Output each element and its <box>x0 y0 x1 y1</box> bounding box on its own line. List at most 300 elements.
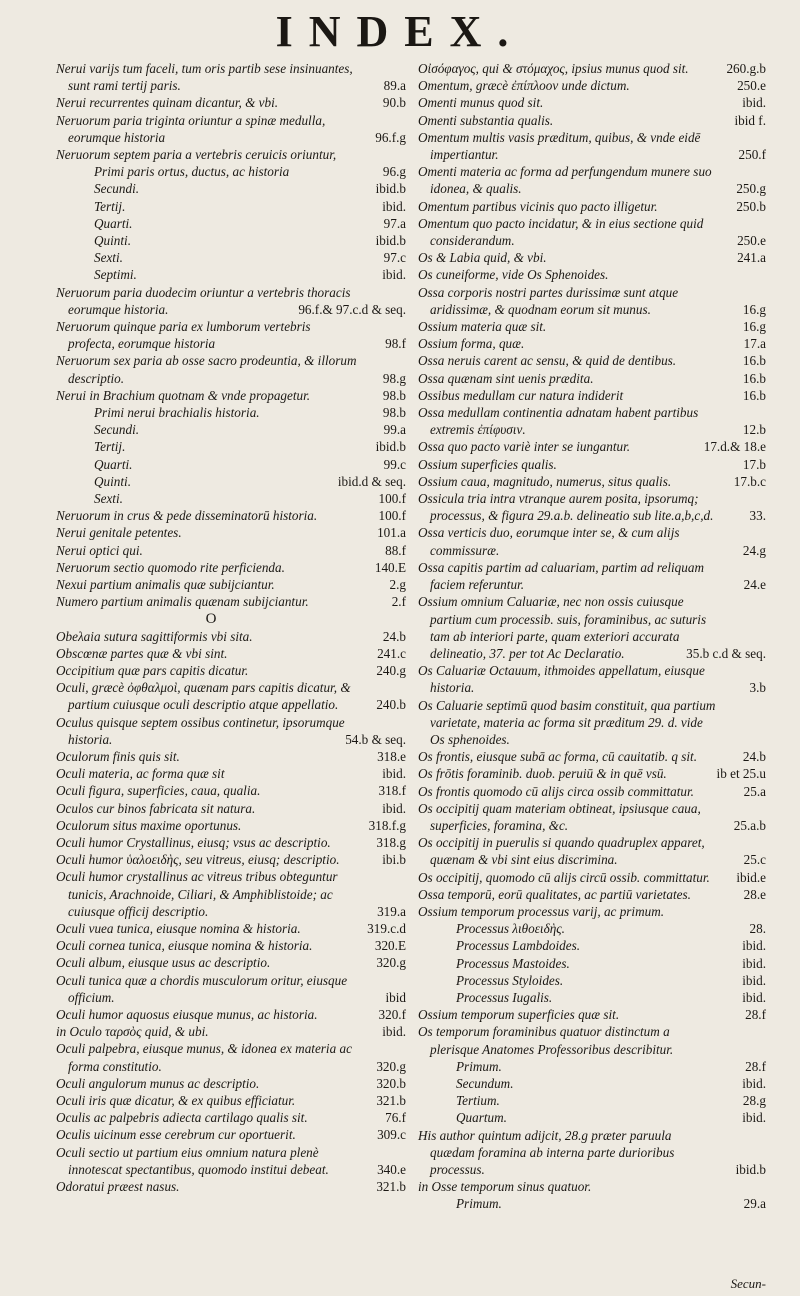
entry-reference: 33. <box>749 508 766 524</box>
entry-reference: ibid. <box>742 989 766 1005</box>
index-entry <box>418 404 766 438</box>
entry-text: Processus Styloides. <box>456 972 564 988</box>
entry-text: Oculus quisque septem ossibus continetur, ipsorumque historia. <box>56 714 345 747</box>
index-entry <box>418 60 766 77</box>
entry-text: Obscœnæ partes quæ & vbi sint. <box>56 645 228 661</box>
index-entry <box>56 146 406 163</box>
index-entry <box>56 868 406 920</box>
index-entry <box>56 524 406 541</box>
index-entry <box>56 1075 406 1092</box>
entry-reference: 320.E <box>374 938 406 954</box>
left-column <box>56 60 406 1290</box>
entry-reference: 318.f <box>378 783 406 799</box>
index-entry <box>418 198 766 215</box>
entry-reference: 16.b <box>742 353 766 369</box>
entry-reference: 250.g <box>736 181 766 197</box>
page-header <box>0 4 800 60</box>
entry-text: Ossa temporū, eorū qualitates, ac partiū varietates. <box>418 886 691 902</box>
entry-text: Nerui varijs tum faceli, tum oris partib sese insinuantes, sunt rami tertij paris. <box>56 61 353 94</box>
entry-text: Os occipitij quam materiam obtineat, ipsiusque caua, superficies, foramina, &c. <box>418 800 701 833</box>
entry-reference: 76.f <box>385 1110 406 1126</box>
entry-text: Omenti materia ac forma ad perfungendum munere suo idonea, & qualis. <box>418 164 712 197</box>
index-entry <box>418 438 766 455</box>
index-entry <box>418 473 766 490</box>
entry-reference: 29.a <box>743 1196 766 1212</box>
index-entry <box>418 593 766 662</box>
entry-text: Ossium materia quæ sit. <box>418 319 547 335</box>
entry-reference: 100.f <box>378 491 406 507</box>
entry-text: Oculi materia, ac forma quæ sit <box>56 766 225 782</box>
right-column <box>418 60 766 1290</box>
entry-text: Obeλaia sutura sagittiformis vbi sita. <box>56 628 253 644</box>
entry-reference: ibid.b <box>735 1162 766 1177</box>
entry-text: Oculi cornea tunica, eiusque nomina & historia. <box>56 938 313 954</box>
entry-text: Oculi iris quæ dicatur, & ex quibus efficiatur. <box>56 1092 296 1108</box>
entry-text: Ossibus medullam cur natura indiderit <box>418 387 624 403</box>
entry-text: Os occipitij in puerulis si quando quadruplex apparet, quænam & vbi sint eius discrimina. <box>418 835 705 868</box>
index-entry <box>56 249 406 266</box>
index-entry <box>56 593 406 610</box>
entry-text: Ossa medullam continentia adnatam habent partibus extremis ἐπίφυσιν. <box>418 405 699 438</box>
index-entry <box>56 765 406 782</box>
entry-text: Oculi humor aquosus eiusque munus, ac historia. <box>56 1006 318 1022</box>
entry-text: Neruorum paria duodecim oriuntur a vertebris thoracis eorumque historia. <box>56 284 351 317</box>
entry-text: in Osse temporum sinus quatuor. <box>418 1179 592 1195</box>
index-entry <box>56 1178 406 1195</box>
entry-reference: 96.f.g <box>375 129 406 145</box>
entry-reference: 28.f <box>745 1058 766 1074</box>
entry-reference: 16.g <box>742 301 766 317</box>
index-entry <box>56 628 406 645</box>
entry-text: Quarti. <box>94 215 133 231</box>
entry-text: Tertium. <box>456 1093 500 1109</box>
index-entry <box>56 180 406 197</box>
entry-reference: 140.E <box>374 559 406 575</box>
index-entry <box>56 748 406 765</box>
index-entry <box>418 1178 766 1195</box>
index-entry <box>418 1023 766 1057</box>
entry-text: in Oculo ταρσὸς quid, & ubi. <box>56 1024 209 1040</box>
entry-reference: 16.b <box>742 387 766 403</box>
entry-reference: ibid <box>385 989 406 1005</box>
index-entry <box>418 783 766 800</box>
entry-text: Ossium temporum processus varij, ac primum. <box>418 903 665 919</box>
entry-reference: ibid. <box>382 267 406 283</box>
entry-reference: ibid.b <box>375 439 406 455</box>
entry-reference: 321.b <box>376 1092 406 1108</box>
entry-text: Os & Labia quid, & vbi. <box>418 250 547 266</box>
index-entry <box>418 972 766 989</box>
entry-text: Ossa quo pacto variè inter se iungantur. <box>418 439 631 455</box>
index-entry <box>56 473 406 490</box>
entry-reference: 24.g <box>742 542 766 558</box>
entry-reference: 24.b <box>382 628 406 644</box>
index-entry <box>418 1006 766 1023</box>
entry-reference: 24.e <box>743 577 766 593</box>
entry-reference: ibid. <box>742 1075 766 1091</box>
index-entry <box>56 387 406 404</box>
index-entry <box>418 77 766 94</box>
entry-text: Processus Lambdoides. <box>456 938 581 954</box>
index-entry <box>418 249 766 266</box>
entry-reference: 241.a <box>737 250 766 266</box>
index-entry <box>418 284 766 318</box>
entry-text: Oculi humor crystallinus ac vitreus tribus obteguntur tunicis, Arachnoide, Ciliari, & Amphiblistoide; ac cuiusque officij descriptio. <box>56 869 338 919</box>
entry-text: Omenti munus quod sit. <box>418 95 544 111</box>
entry-reference: 319.a <box>377 903 406 919</box>
entry-reference: 240.b <box>376 697 406 713</box>
entry-text: Os Caluariæ Octauum, ithmoides appellatum, eiusque historia. <box>418 663 705 696</box>
entry-reference: 96.g <box>382 164 406 180</box>
entry-text: Ossium temporum superficies quæ sit. <box>418 1007 620 1023</box>
entry-text: Os occipitij, quomodo cū alijs circū ossib. committatur. <box>418 869 710 885</box>
index-entry <box>418 989 766 1006</box>
entry-reference: 35.b c.d & seq. <box>686 645 766 661</box>
entry-reference: 98.b <box>382 405 406 421</box>
entry-text: Ossa neruis carent ac sensu, & quid de dentibus. <box>418 353 677 369</box>
index-entry <box>418 352 766 369</box>
index-entry <box>56 851 406 868</box>
index-entry <box>418 765 766 782</box>
index-entry <box>418 456 766 473</box>
entry-text: Ossa verticis duo, eorumque inter se, & cum alijs commissuræ. <box>418 525 680 558</box>
entry-reference: 12.b <box>742 422 766 438</box>
entry-text: Nerui in Brachium quotnam & vnde propagetur. <box>56 387 311 403</box>
index-entry <box>56 937 406 954</box>
entry-reference: 16.b <box>742 370 766 386</box>
entry-reference: 320.f <box>378 1006 406 1022</box>
entry-reference: 28. <box>749 921 766 937</box>
entry-reference: ibid. <box>742 972 766 988</box>
entry-text: Omentum, græcè ἐπίπλοον unde dictum. <box>418 78 630 94</box>
index-entry <box>56 542 406 559</box>
entry-text: His author quintum adijcit, 28.g præter paruula quædam foramina ab interna parte durioribus processus. <box>418 1127 675 1177</box>
index-entry <box>56 163 406 180</box>
entry-reference: 17.b.c <box>733 473 766 489</box>
index-entry <box>56 60 406 94</box>
entry-reference: 89.a <box>383 78 406 94</box>
entry-reference: 318.f.g <box>368 817 406 833</box>
index-entry <box>56 421 406 438</box>
index-entry <box>418 318 766 335</box>
index-entry <box>418 937 766 954</box>
catchword: Secun- <box>730 1276 766 1291</box>
entry-reference: 241.c <box>377 645 406 661</box>
entry-reference: ibid.b <box>375 233 406 249</box>
entry-reference: ibid. <box>382 766 406 782</box>
entry-text: Oculi vuea tunica, eiusque nomina & historia. <box>56 920 301 936</box>
entry-text: Os frōtis foraminib. duob. peruiū & in quē vsū. <box>418 766 667 782</box>
entry-text: Os frontis, eiusque subā ac forma, cū cauitatib. q sit. <box>418 749 698 765</box>
entry-reference: ibid. <box>742 1110 766 1126</box>
index-entry <box>418 524 766 558</box>
entry-reference: 98.f <box>385 336 406 352</box>
entry-text: Os cuneiforme, vide Os Sphenoides. <box>418 267 609 283</box>
index-entry <box>418 834 766 868</box>
entry-reference: 17.b <box>742 456 766 472</box>
entry-reference: 24.b <box>742 749 766 765</box>
index-entry <box>418 1109 766 1126</box>
entry-reference: 250.b <box>736 198 766 214</box>
entry-text: Numero partium animalis quænam subijciantur. <box>56 594 309 610</box>
entry-reference: 320.g <box>376 1058 406 1074</box>
entry-text: Oculi figura, superficies, caua, qualia. <box>56 783 261 799</box>
entry-reference: 28.g <box>742 1093 766 1109</box>
entry-text: Tertij. <box>94 439 126 455</box>
entry-text: Ossium superficies qualis. <box>418 456 557 472</box>
entry-text: Nerui genitale petentes. <box>56 525 182 541</box>
entry-reference: 97.c <box>383 250 406 266</box>
entry-reference: 28.e <box>743 886 766 902</box>
entry-text: Neruorum in crus & pede disseminatorū historia. <box>56 508 318 524</box>
entry-reference: 99.a <box>383 422 406 438</box>
entry-text: Tertij. <box>94 198 126 214</box>
entry-text: Quarti. <box>94 456 133 472</box>
entry-reference: 98.g <box>382 370 406 386</box>
entry-text: Oculos cur binos fabricata sit natura. <box>56 800 256 816</box>
index-entry <box>56 714 406 748</box>
entry-text: Omentum partibus vicinis quo pacto illigetur. <box>418 198 658 214</box>
entry-reference: 250.e <box>737 78 766 94</box>
entry-text: Oculi sectio ut partium eius omnium natura plenè innotescat spectantibus, quomodo institui debeat. <box>56 1144 329 1177</box>
entry-text: Nexui partium animalis quæ subijciantur. <box>56 577 275 593</box>
index-entry <box>418 869 766 886</box>
entry-reference: 250.f <box>738 147 766 163</box>
index-entry <box>56 559 406 576</box>
entry-reference: ibid f. <box>734 112 766 128</box>
entry-reference: 318.e <box>377 748 406 764</box>
index-entry <box>56 1092 406 1109</box>
entry-text: Secundi. <box>94 422 140 438</box>
entry-text: Oculi humor Crystallinus, eiusq; vsus ac descriptio. <box>56 834 331 850</box>
entry-reference: 250.e <box>737 233 766 249</box>
index-entry <box>56 679 406 713</box>
index-entry <box>56 972 406 1006</box>
entry-text: Occipitium quæ pars capitis dicatur. <box>56 662 249 678</box>
entry-text: Oculis ac palpebris adiecta cartilago qualis sit. <box>56 1110 308 1126</box>
entry-text: Primi paris ortus, ductus, ac historia <box>94 164 290 180</box>
index-entry <box>56 490 406 507</box>
index-entry <box>418 1075 766 1092</box>
index-entry <box>56 198 406 215</box>
entry-text: Omentum multis vasis præditum, quibus, & vnde eidē impertiantur. <box>418 129 701 163</box>
entry-reference: 320.b <box>376 1075 406 1091</box>
entry-text: Primi nerui brachialis historia. <box>94 405 260 421</box>
entry-reference: 2.f <box>391 594 406 610</box>
entry-text: Processus λιθοειδὴς. <box>456 921 565 937</box>
entry-reference: 54.b & seq. <box>345 731 406 747</box>
entry-reference: ibid. <box>382 1024 406 1040</box>
index-entry <box>418 370 766 387</box>
index-entry <box>56 94 406 111</box>
entry-reference: 101.a <box>377 525 406 541</box>
index-entry <box>418 112 766 129</box>
entry-text: Ossium omnium Caluariæ, nec non ossis cuiusque partium cum processib. suis, foraminibus, ac suturis tam ab interiori parte, quam exteriori accurata delineatio, 37. per tot Ac Declaratio. <box>418 594 707 661</box>
entry-reference: 16.g <box>742 319 766 335</box>
entry-text: Oculi album, eiusque usus ac descriptio. <box>56 955 271 971</box>
entry-text: Neruorum sectio quomodo rite perficienda. <box>56 559 285 575</box>
entry-text: Ossicula tria intra vtranque aurem posita, ipsorumq; processus, & figura 29.a.b. delineatio sub lite.a,b,c,d. <box>418 491 714 524</box>
entry-text: Neruorum paria triginta oriuntur a spinæ medulla, eorumque historia <box>56 112 326 145</box>
entry-text: Quinti. <box>94 233 131 249</box>
index-entry <box>418 920 766 937</box>
entry-text: Primum. <box>456 1196 502 1212</box>
index-entry <box>418 129 766 163</box>
entry-reference: 318.g <box>376 834 406 850</box>
index-entry <box>56 662 406 679</box>
index-entry <box>56 1144 406 1178</box>
entry-text: Oculis uicinum esse cerebrum cur oportuerit. <box>56 1127 296 1143</box>
entry-reference: 17.a <box>743 336 766 352</box>
index-entry <box>56 954 406 971</box>
entry-reference: 309.c <box>377 1127 406 1143</box>
index-title: INDEX. <box>275 7 525 56</box>
entry-reference: 88.f <box>385 542 406 558</box>
entry-reference: ibi.b <box>382 852 406 868</box>
index-entry <box>56 920 406 937</box>
index-entry <box>418 1195 766 1212</box>
entry-text: Sexti. <box>94 491 123 507</box>
entry-text: Nerui optici qui. <box>56 542 143 558</box>
index-entry <box>418 387 766 404</box>
entry-text: Processus Iugalis. <box>456 989 553 1005</box>
entry-reference: ibid. <box>742 95 766 111</box>
entry-reference: 96.f.& 97.c.d & seq. <box>298 301 406 317</box>
entry-reference: 17.d.& 18.e <box>703 439 766 455</box>
entry-reference: ibid.d & seq. <box>337 473 406 489</box>
index-entry <box>418 748 766 765</box>
entry-text: Processus Mastoides. <box>456 955 570 971</box>
entry-text: Quinti. <box>94 473 131 489</box>
entry-reference: 100.f <box>378 508 406 524</box>
index-entry <box>418 1127 766 1179</box>
index-entry <box>56 1023 406 1040</box>
index-entry <box>56 782 406 799</box>
entry-reference: 340.e <box>377 1161 406 1177</box>
entry-text: Os Caluarie septimū quod basim constituit, qua partium varietate, materia ac forma sit præditum 29. d. vide Os sphenoides. <box>418 697 716 747</box>
entry-reference: 2.g <box>389 577 406 593</box>
entry-reference: ibid.e <box>736 869 766 885</box>
entry-reference: 25.a.b <box>733 817 766 833</box>
entry-reference: ibid. <box>742 938 766 954</box>
index-entry <box>56 1109 406 1126</box>
entry-reference: 25.a <box>743 783 766 799</box>
index-entry <box>56 318 406 352</box>
entry-reference: 98.b <box>382 387 406 403</box>
index-entry <box>418 1092 766 1109</box>
entry-text: Oculi angulorum munus ac descriptio. <box>56 1075 260 1091</box>
index-entry <box>56 404 406 421</box>
entry-text: Oculi palpebra, eiusque munus, & idonea ex materia ac forma constitutio. <box>56 1041 352 1074</box>
entry-text: Secundi. <box>94 181 140 197</box>
entry-reference: 25.c <box>743 852 766 868</box>
index-entry <box>418 662 766 696</box>
entry-text: Oculi, græcè ὀφθαλμοὶ, quænam pars capitis dicatur, & partium cuiusque oculi descriptio atque appellatio. <box>56 680 351 713</box>
entry-text: Ossium forma, quæ. <box>418 336 525 352</box>
entry-reference: 90.b <box>382 95 406 111</box>
index-entry <box>56 232 406 249</box>
entry-text: Oculi humor ὑαλοειδὴς, seu vitreus, eiusq; descriptio. <box>56 852 340 868</box>
index-entry <box>418 215 766 249</box>
index-entry <box>56 266 406 283</box>
index-entry <box>418 266 766 283</box>
entry-reference: 240.g <box>376 662 406 678</box>
entry-reference: ib et 25.u <box>716 766 766 782</box>
entry-text: Neruorum septem paria a vertebris ceruicis oriuntur, <box>56 147 337 163</box>
entry-text: Os frontis quomodo cū alijs circa ossib committatur. <box>418 783 694 799</box>
entry-reference: ibid. <box>382 198 406 214</box>
index-entry <box>418 903 766 920</box>
entry-text: Nerui recurrentes quinam dicantur, & vbi. <box>56 95 279 111</box>
entry-text: Ossium caua, magnitudo, numerus, situs qualis. <box>418 473 672 489</box>
index-entry <box>56 834 406 851</box>
entry-text: Oἰσόφαγος, qui & στόμαχος, ipsius munus quod sit. <box>418 61 689 76</box>
entry-reference: 321.b <box>376 1179 406 1194</box>
index-entry <box>418 955 766 972</box>
index-entry <box>56 215 406 232</box>
index-entry <box>56 1126 406 1143</box>
entry-text: Oculorum finis quis sit. <box>56 748 180 764</box>
index-entry <box>56 284 406 318</box>
index-entry <box>56 112 406 146</box>
entry-text: Omenti substantia qualis. <box>418 112 554 128</box>
index-entry <box>418 335 766 352</box>
entry-reference: 97.a <box>383 215 406 231</box>
index-entry <box>56 1040 406 1074</box>
index-entry <box>418 1058 766 1075</box>
index-entry <box>56 576 406 593</box>
index-entry <box>418 697 766 749</box>
index-entry <box>418 886 766 903</box>
entry-text: Neruorum sex paria ab osse sacro prodeuntia, & illorum descriptio. <box>56 353 357 386</box>
entry-text: Oculorum situs maxime oportunus. <box>56 817 242 833</box>
entry-reference: 28.f <box>745 1007 766 1023</box>
entry-text: Septimi. <box>94 267 137 283</box>
entry-text: Omentum quo pacto incidatur, & in eius sectione quid considerandum. <box>418 215 704 249</box>
entry-reference: ibid. <box>382 800 406 816</box>
entry-reference: 3.b <box>749 680 766 696</box>
entry-reference: ibid.b <box>375 181 406 197</box>
entry-text: Quartum. <box>456 1110 507 1126</box>
section-letter: O <box>205 610 217 627</box>
index-entry <box>56 507 406 524</box>
entry-reference: ibid. <box>742 955 766 971</box>
index-entry <box>56 438 406 455</box>
entry-text: Ossa corporis nostri partes durissimæ sunt atque aridissimæ, & quodnam eorum sit munus. <box>418 284 679 317</box>
index-entry <box>56 456 406 473</box>
index-entry <box>56 352 406 386</box>
index-entry <box>56 817 406 834</box>
entry-reference: 319.c.d <box>367 920 406 936</box>
entry-text: Primum. <box>456 1058 502 1074</box>
entry-reference: 320.g <box>376 955 406 971</box>
index-entry <box>418 800 766 834</box>
entry-text: Secundum. <box>456 1075 514 1091</box>
entry-text: Ossa capitis partim ad caluariam, partim ad reliquam faciem referuntur. <box>418 559 704 593</box>
entry-text: Os temporum foraminibus quatuor distinctum a plerisque Anatomes Professoribus describitur. <box>418 1024 674 1057</box>
entry-reference: 260.g.b <box>726 61 766 76</box>
index-entry <box>418 94 766 111</box>
entry-text: Sexti. <box>94 250 123 266</box>
entry-text: Odoratui præest nasus. <box>56 1179 180 1194</box>
index-entry <box>418 163 766 197</box>
entry-text: Neruorum quinque paria ex lumborum vertebris profecta, eorumque historia <box>56 319 311 352</box>
index-entry <box>56 645 406 662</box>
index-entry <box>418 490 766 524</box>
entry-text: Ossa quænam sint uenis prædita. <box>418 370 594 386</box>
index-entry <box>56 1006 406 1023</box>
entry-reference: 99.c <box>383 456 406 472</box>
